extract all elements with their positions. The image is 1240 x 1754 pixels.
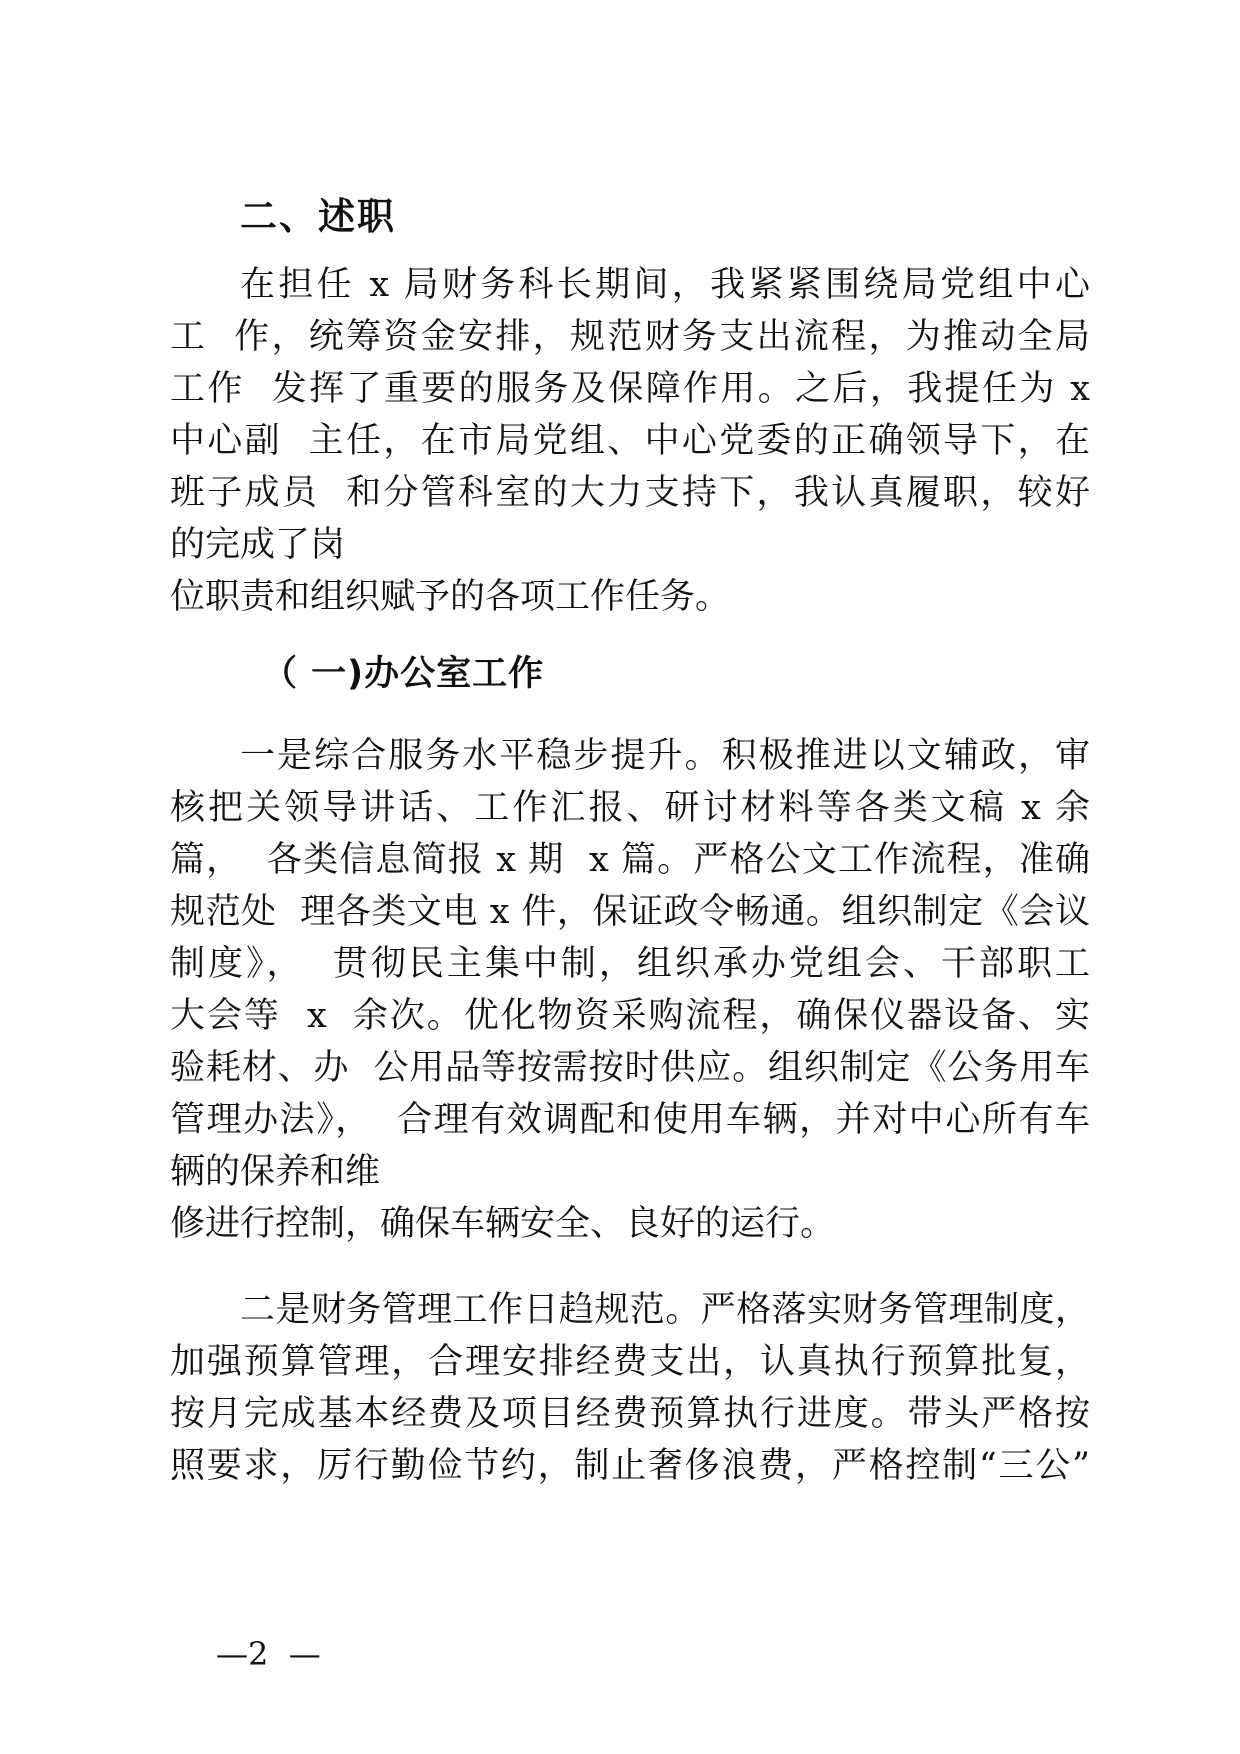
paragraph-2-line-3: 篇， 各类信息简报 x 期 x 篇。严格公文工作流程，准确 [170,840,1090,880]
paragraph-1-line-1: 在担任 x 局财务科长期间，我紧紧围绕局党组中心 [240,265,1090,305]
paragraph-3-line-2: 加强预算管理，合理安排经费支出，认真执行预算批复， [170,1342,1090,1382]
section-heading: 二、述职 [240,195,396,238]
paragraph-3-line-1: 二是财务管理工作日趋规范。严格落实财务管理制度， [240,1290,1090,1330]
page-number: —2 — [216,1635,321,1673]
paragraph-2-line-5: 制度》， 贯彻民主集中制，组织承办党组会、干部职工 [170,944,1090,984]
paragraph-2-line-6: 大会等 x 余次。优化物资采购流程，确保仪器设备、实 [170,996,1090,1036]
paragraph-1-line-4: 中心副 主任，在市局党组、中心党委的正确领导下，在 [170,421,1090,461]
paragraph-3-line-3: 按月完成基本经费及项目经费预算执行进度。带头严格按 [170,1394,1090,1434]
paragraph-1-line-3: 工作 发挥了重要的服务及保障作用。之后，我提任为 x [170,369,1090,409]
paragraph-1-line-6: 的完成了岗 [170,525,346,565]
paragraph-2-line-4: 规范处 理各类文电 x 件，保证政令畅通。组织制定《会议 [170,892,1090,932]
paragraph-1-line-5: 班子成员 和分管科室的大力支持下，我认真履职，较好 [170,473,1090,513]
paragraph-2-line-2: 核把关领导讲话、工作汇报、研讨材料等各类文稿 x 余 [170,788,1090,828]
paragraph-2-line-8: 管理办法》， 合理有效调配和使用车辆，并对中心所有车 [170,1100,1090,1140]
paragraph-1-line-7: 位职责和组织赋予的各项工作任务。 [170,577,731,617]
paragraph-1-line-2: 工 作，统筹资金安排，规范财务支出流程，为推动全局 [170,317,1090,357]
paragraph-3-line-4: 照要求，厉行勤俭节约，制止奢侈浪费，严格控制“三公” [170,1446,1090,1486]
paragraph-2-line-1: 一是综合服务水平稳步提升。积极推进以文辅政，审 [240,736,1090,776]
paragraph-2-line-10: 修进行控制，确保车辆安全、良好的运行。 [170,1204,836,1244]
paragraph-2-line-7: 验耗材、办 公用品等按需按时供应。组织制定《公务用车 [170,1048,1090,1088]
paragraph-2-line-9: 辆的保养和维 [170,1152,381,1192]
subheading-office-work: （ 一)办公室工作 [262,654,545,694]
